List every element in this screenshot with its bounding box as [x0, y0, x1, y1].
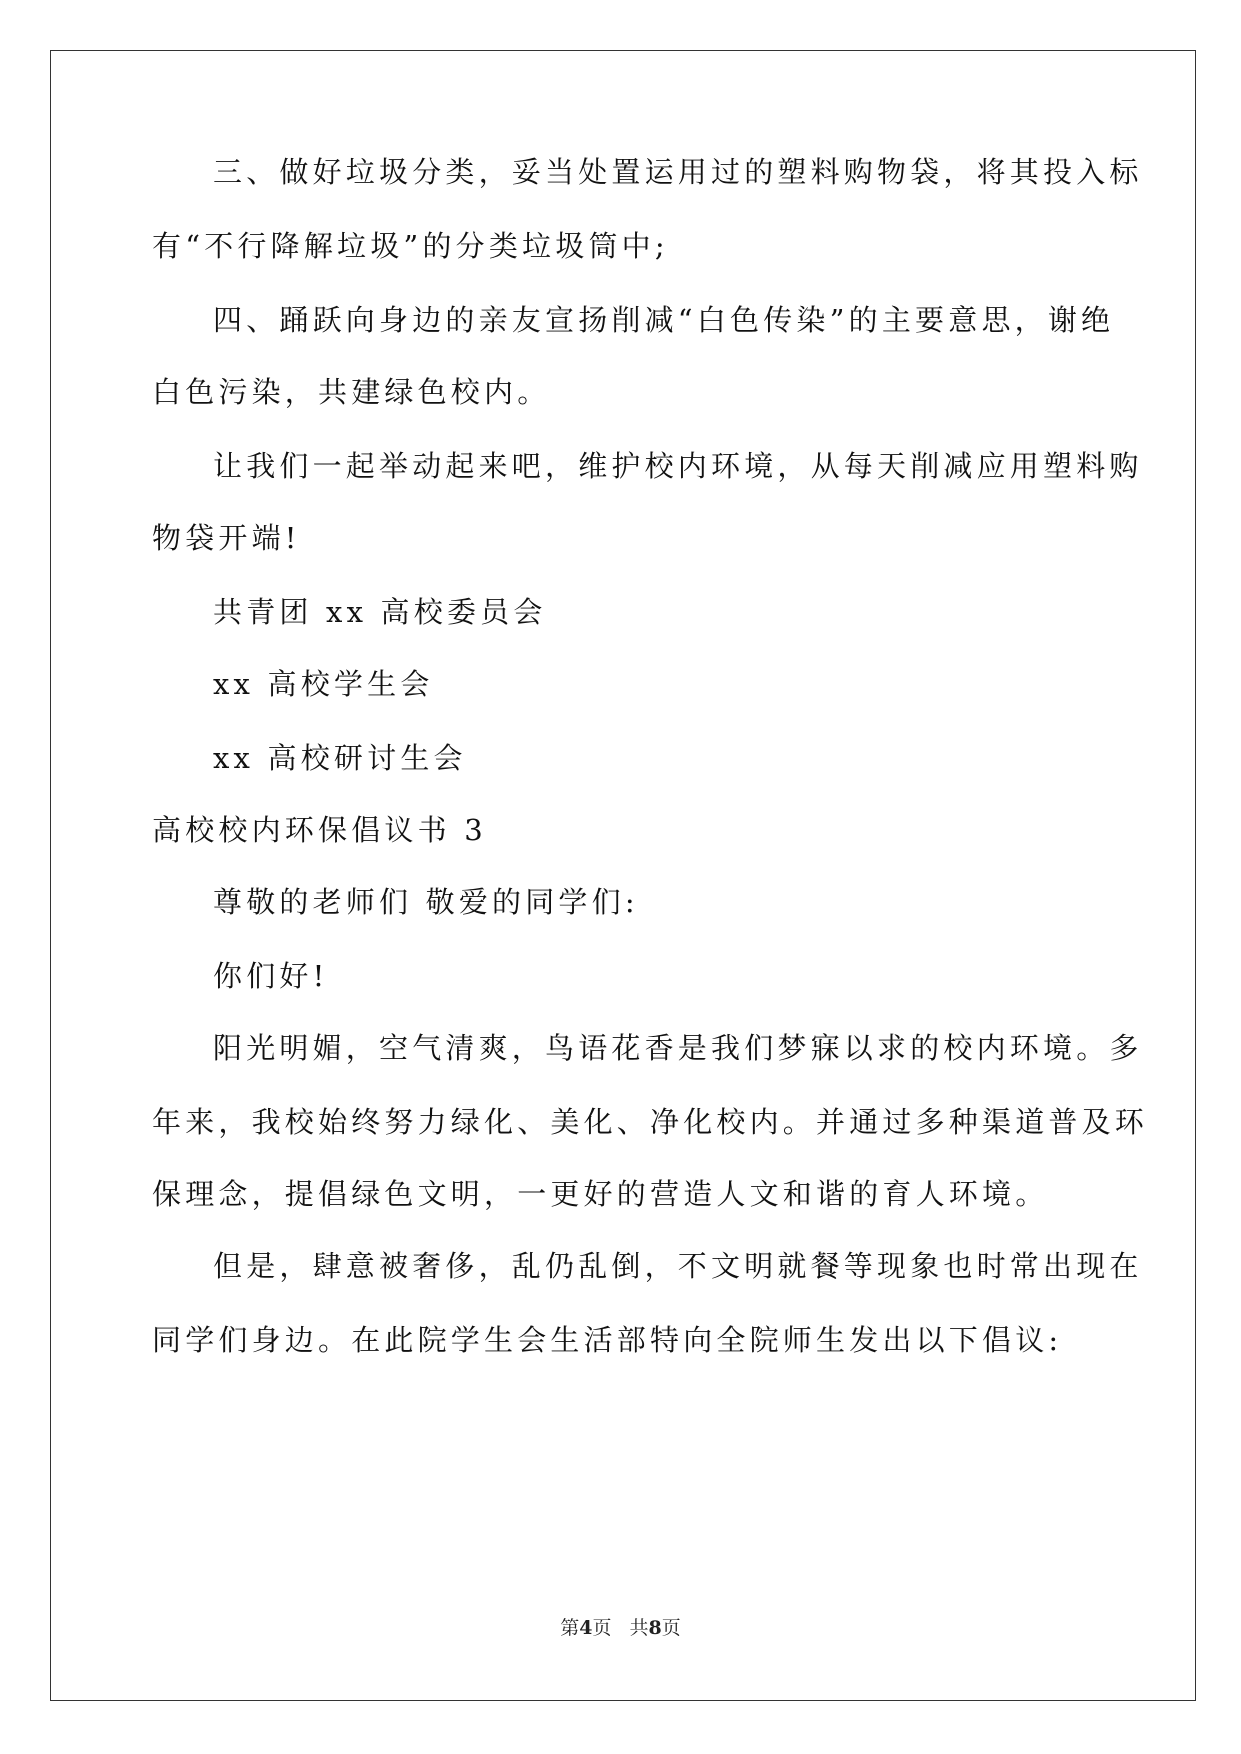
footer-total-suffix: 页	[661, 1617, 681, 1639]
footer-page-suffix: 页	[592, 1617, 612, 1639]
paragraph-line: 物袋开端!	[152, 521, 301, 555]
signature-line: xx 高校研讨生会	[213, 741, 467, 775]
section-title: 高校校内环保倡议书 3	[152, 813, 487, 847]
paragraph-line: 有“不行降解垃圾”的分类垃圾筒中;	[152, 229, 669, 263]
footer-page-current: 4	[579, 1617, 593, 1639]
page-border	[50, 50, 1196, 1701]
paragraph-line: 同学们身边。在此院学生会生活部特向全院师生发出以下倡议:	[152, 1323, 1063, 1357]
salutation-line: 尊敬的老师们 敬爱的同学们:	[213, 885, 639, 919]
footer-page-prefix: 第	[560, 1617, 580, 1639]
paragraph-line: 但是，肆意被奢侈，乱仍乱倒，不文明就餐等现象也时常出现在	[213, 1249, 1143, 1283]
footer-page-total: 8	[648, 1617, 662, 1639]
paragraph-line: 年来，我校始终努力绿化、美化、净化校内。并通过多种渠道普及环	[152, 1105, 1149, 1139]
greeting-line: 你们好!	[213, 959, 329, 993]
paragraph-line: 白色污染，共建绿色校内。	[152, 375, 551, 409]
footer-total-prefix: 共	[629, 1617, 649, 1639]
paragraph-line: 让我们一起举动起来吧，维护校内环境，从每天削减应用塑料购	[213, 449, 1143, 483]
signature-line: xx 高校学生会	[213, 667, 434, 701]
paragraph-line: 四、踊跃向身边的亲友宣扬削减“白色传染”的主要意思，谢绝	[213, 303, 1115, 337]
paragraph-line: 阳光明媚，空气清爽，鸟语花香是我们梦寐以求的校内环境。多	[213, 1031, 1143, 1065]
signature-line: 共青团 xx 高校委员会	[213, 595, 547, 629]
paragraph-line: 保理念，提倡绿色文明，一更好的营造人文和谐的育人环境。	[152, 1177, 1049, 1211]
paragraph-line: 三、做好垃圾分类，妥当处置运用过的塑料购物袋，将其投入标	[213, 155, 1143, 189]
page-footer	[0, 1616, 1241, 1640]
